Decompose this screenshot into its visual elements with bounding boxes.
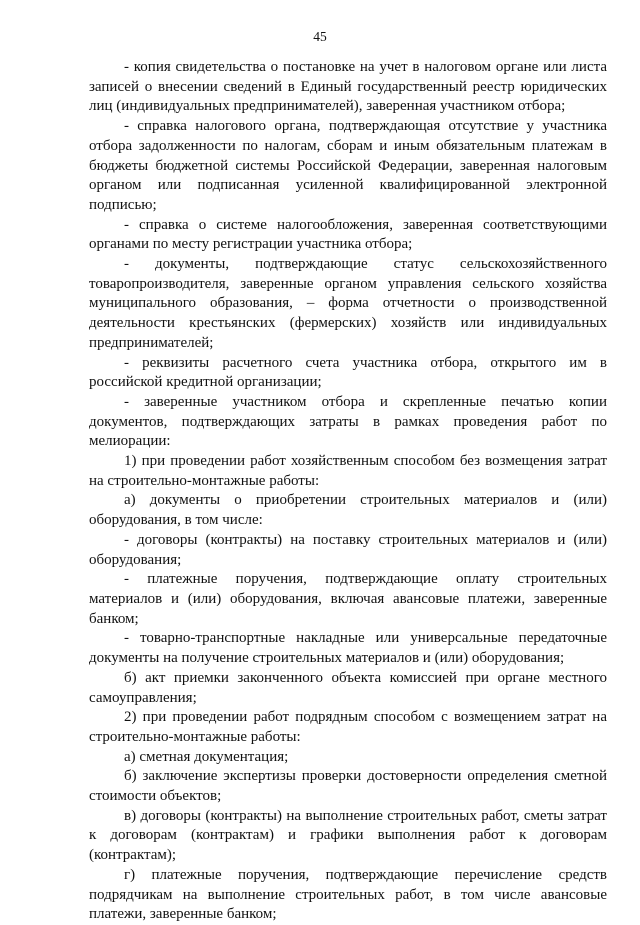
paragraph-tax-debt-certificate: - справка налогового органа, подтверждающая отсутствие у участника отбора задолженности по налогам, сборам и иным обязательным платежам в бюджеты бюджетной системы Российской Федерации, заверенная налоговым органом или подписанная усиленной квалифицированной электронной подписью; [89, 118, 607, 213]
paragraph-item-1-own-works: 1) при проведении работ хозяйственным способом без возмещения затрат на строительно-монтажные работы: [89, 453, 607, 489]
paragraph-item-2d-contractor-payments: г) платежные поручения, подтверждающие перечисление средств подрядчикам на выполнение строительных работ, в том числе авансовые платежи, заверенные банком; [89, 866, 607, 923]
paragraph-item-2a-estimate: а) сметная документация; [124, 748, 289, 765]
paragraph-item-1b-acceptance-act: б) акт приемки законченного объекта комиссией при органе местного самоуправления; [89, 669, 607, 706]
paragraph-supply-contracts: - договоры (контракты) на поставку строительных материалов и (или) оборудования; [89, 531, 607, 568]
paragraph-producer-status-documents: - документы, подтверждающие статус сельскохозяйственного товаропроизводителя, заверенные органом управления сельского хозяйства муниципального образования, – форма отчетности о производственной деятельности крестьянских (фермерских) хозяйств или индивидуальных предпринимателей; [89, 256, 607, 351]
paragraph-payment-orders: - платежные поручения, подтверждающие оплату строительных материалов и (или) оборудования, включая авансовые платежи, заверенные банком; [89, 571, 607, 627]
paragraph-waybills: - товарно-транспортные накладные или универсальные передаточные документы на получение строительных материалов и (или) оборудования; [89, 630, 607, 667]
paragraph-melioration-cost-documents: - заверенные участником отбора и скрепленные печатью копии документов, подтверждающих затраты в рамках проведения работ по мелиорации: [89, 393, 607, 450]
paragraph-item-2-contract-works: 2) при проведении работ подрядным способом с возмещением затрат на строительно-монтажные работы: [89, 709, 607, 745]
paragraph-tax-registration-copy: - копия свидетельства о постановке на учет в налоговом органе или листа записей о внесении сведений в Единый государственный реестр юридических лиц (индивидуальных предпринимателей), заверенная участником отбора; [89, 59, 607, 115]
paragraph-item-2b-expert-review: б) заключение экспертизы проверки достоверности определения сметной стоимости объектов; [89, 768, 607, 805]
document-body [89, 58, 607, 925]
paragraph-taxation-system-certificate: - справка о системе налогообложения, заверенная соответствующими органами по месту регистрации участника отбора; [89, 216, 607, 253]
paragraph-bank-account-details: - реквизиты расчетного счета участника отбора, открытого им в российской кредитной организации; [89, 354, 607, 391]
page-number: 45 [313, 29, 327, 44]
paragraph-item-1a-purchase-documents: а) документы о приобретении строительных материалов и (или) оборудования, в том числе: [89, 492, 607, 529]
paragraph-item-2c-construction-contracts: в) договоры (контракты) на выполнение строительных работ, сметы затрат к договорам (контрактам) и графики выполнения работ к договорам (контрактам); [89, 807, 607, 864]
